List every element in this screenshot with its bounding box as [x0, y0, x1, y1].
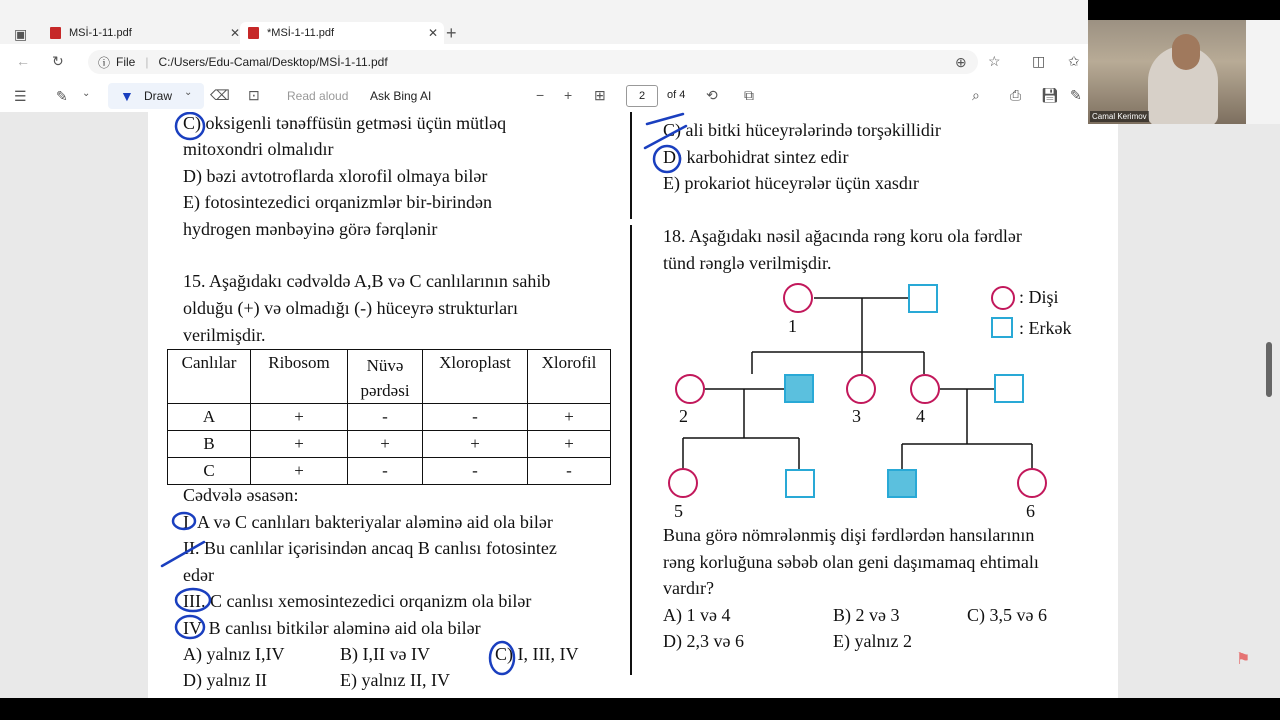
ink-circle: [173, 513, 195, 529]
question-text: 18. Aşağıdakı nəsil ağacında rəng koru ola fərdlər: [663, 226, 1022, 246]
answer-a: A) yalnız I,IV: [183, 644, 285, 664]
ink-circle: [176, 616, 204, 638]
table-cell: -: [348, 404, 423, 431]
acrobat-icon[interactable]: ⚑: [1236, 651, 1251, 668]
webcam-overlay: [1088, 20, 1246, 124]
tab-2[interactable]: [240, 22, 444, 44]
question-text: Buna görə nömrələnmiş dişi fərdlərdən hansılarının: [663, 525, 1035, 545]
ink-stroke: [645, 126, 686, 148]
highlight-icon[interactable]: ✎: [56, 88, 68, 104]
answer-c: C) 3,5 və 6: [967, 605, 1047, 625]
scrollbar[interactable]: [1264, 112, 1274, 698]
statement-text: edər: [183, 565, 214, 585]
zoom-out-icon[interactable]: −: [536, 87, 545, 103]
page-view-icon[interactable]: ⧉: [744, 87, 754, 103]
table-cell: +: [528, 431, 611, 458]
url-text: C:/Users/Edu-Camal/Desktop/MSİ-1-11.pdf: [158, 55, 388, 69]
option-text: C) ali bitki hüceyrələrində torşəkillidir: [663, 120, 941, 140]
question-text: verilmişdir.: [183, 325, 266, 345]
table-cell: C: [168, 458, 251, 485]
table-cell: -: [423, 458, 528, 485]
ink-stroke: [647, 114, 683, 124]
chevron-down-icon[interactable]: ⌄: [82, 88, 91, 99]
ask-bing-button[interactable]: Ask Bing AI: [370, 89, 432, 103]
search-icon[interactable]: ⌕: [972, 87, 980, 103]
answer-c: C) I, III, IV: [495, 644, 579, 664]
question-text: rəng korluğuna səbəb olan geni daşımamaq ehtimalı: [663, 552, 1039, 572]
person-head: [1172, 34, 1200, 70]
statement-text: I. A və C canlıları bakteriyalar aləminə aid ola bilər: [183, 512, 553, 532]
table-header: Canlılar: [168, 350, 251, 404]
pedigree-label-5: 5: [674, 501, 683, 521]
table-cell: +: [348, 431, 423, 458]
prompt-text: Cədvələ əsasən:: [183, 485, 299, 505]
table-cell: -: [348, 458, 423, 485]
rotate-icon[interactable]: ⟲: [706, 87, 718, 103]
pedigree-label-2: 2: [679, 406, 688, 426]
close-icon[interactable]: ✕: [427, 26, 438, 40]
option-text: mitoxondri olmalıdır: [183, 139, 334, 159]
tab-1[interactable]: [42, 22, 246, 44]
question-text: vardır?: [663, 578, 714, 598]
tab-actions-icon[interactable]: ▣: [14, 26, 28, 42]
legend-female: : Dişi: [1019, 287, 1059, 307]
table-header: Xloroplast: [423, 350, 528, 404]
statement-text: IV. B canlısı bitkilər aləminə aid ola bilər: [183, 618, 481, 638]
page-count: of 4: [667, 89, 686, 101]
draw-label: Draw: [144, 89, 173, 103]
table-cell: +: [251, 404, 348, 431]
address-bar-row: [0, 44, 1088, 81]
option-text: D) karbohidrat sintez edir: [663, 147, 849, 167]
table-header: Ribosom: [251, 350, 348, 404]
back-icon[interactable]: ←: [16, 53, 30, 69]
tab-title: MSİ-1-11.pdf: [69, 27, 132, 39]
table-cell: A: [168, 404, 251, 431]
answer-e: E) yalnız 2: [833, 631, 912, 651]
statement-text: II. Bu canlılar içərisindən ancaq B canlısı fotosintez: [183, 538, 557, 558]
zoom-icon[interactable]: ⊕: [955, 54, 967, 70]
table-cell: -: [423, 404, 528, 431]
save-as-icon[interactable]: ✎: [1070, 87, 1082, 103]
pdf-viewer[interactable]: [0, 112, 1280, 698]
ink-strike: [162, 542, 204, 566]
question-text: olduğu (+) və olmadığı (-) hüceyrə strukturları: [183, 298, 519, 318]
ink-circle: [176, 113, 204, 139]
option-text: C) oksigenli tənəffüsün getməsi üçün mütləq: [183, 113, 507, 133]
ink-circle: [176, 589, 210, 611]
question-text: 15. Aşağıdakı cədvəldə A,B və C canlılarının sahib: [183, 271, 551, 291]
eraser-icon[interactable]: ⌫: [210, 87, 230, 103]
contents-icon[interactable]: ☰: [14, 88, 27, 104]
chevron-down-icon: ⌄: [184, 87, 193, 98]
draw-pen-icon: ▼: [120, 88, 134, 104]
statement-text: III. C canlısı xemosintezedici orqanizm ola bilər: [183, 591, 532, 611]
read-aloud-button[interactable]: Read aloud: [287, 89, 349, 103]
webcam-name: Camal Kerimov: [1092, 112, 1147, 121]
ink-circle: [654, 146, 680, 172]
text-box-icon[interactable]: ⊡: [248, 87, 260, 103]
tab-title: *MSİ-1-11.pdf: [267, 27, 335, 39]
option-text: E) prokariot hüceyrələr üçün xasdır: [663, 173, 919, 193]
info-icon: ⓘ: [98, 55, 111, 70]
zoom-in-icon[interactable]: +: [564, 87, 573, 103]
ink-annotations: [148, 112, 1118, 698]
new-tab-icon[interactable]: +: [446, 23, 457, 43]
browser-side-area: [1246, 20, 1280, 124]
pdf-icon: [50, 27, 61, 39]
favorite-star-icon[interactable]: ☆: [988, 53, 1001, 69]
pedigree-label-6: 6: [1026, 501, 1035, 521]
pdf-icon: [248, 27, 259, 39]
legend-male: : Erkək: [1019, 318, 1072, 338]
pedigree-label-4: 4: [916, 406, 925, 426]
table-header: Nüvə pərdəsi: [348, 350, 423, 404]
answer-b: B) I,II və IV: [340, 644, 430, 664]
table-cell: +: [251, 431, 348, 458]
table-cell: B: [168, 431, 251, 458]
table-cell: -: [528, 458, 611, 485]
url-field[interactable]: ⓘ File | C:/Users/Edu-Camal/Desktop/MSİ-1-11.pdf: [88, 50, 978, 74]
answer-b: B) 2 və 3: [833, 605, 900, 625]
ink-circle: [490, 642, 514, 674]
pdf-page: [148, 112, 1118, 698]
answer-d: D) yalnız II: [183, 670, 267, 690]
table-header: Xlorofil: [528, 350, 611, 404]
page-number-input[interactable]: 2: [626, 85, 658, 107]
answer-d: D) 2,3 və 6: [663, 631, 744, 651]
question-text: tünd rənglə verilmişdir.: [663, 253, 832, 273]
option-text: hydrogen mənbəyinə görə fərqlənir: [183, 219, 438, 239]
favorites-icon[interactable]: ✩: [1068, 53, 1080, 69]
tab-bar: [0, 0, 1088, 44]
split-screen-icon[interactable]: ◫: [1032, 53, 1046, 69]
close-icon[interactable]: ✕: [229, 26, 240, 40]
option-text: E) fotosintezedici orqanizmlər bir-birindən: [183, 192, 493, 212]
pedigree-label-3: 3: [852, 406, 861, 426]
save-icon[interactable]: 💾︎: [1041, 87, 1059, 103]
table-cell: +: [251, 458, 348, 485]
table-cell: +: [423, 431, 528, 458]
answer-e: E) yalnız II, IV: [340, 670, 450, 690]
print-icon[interactable]: ⎙: [1010, 87, 1022, 103]
table-cell: +: [528, 404, 611, 431]
pedigree-label-1: 1: [788, 316, 797, 336]
refresh-icon[interactable]: ↻: [52, 53, 64, 69]
url-scheme: File: [116, 55, 136, 69]
fit-page-icon[interactable]: ⊞: [594, 87, 606, 103]
option-text: D) bəzi avtotroflarda xlorofil olmaya bilər: [183, 166, 488, 186]
draw-button[interactable]: [108, 83, 204, 109]
answer-a: A) 1 və 4: [663, 605, 731, 625]
scrollbar-thumb[interactable]: [1266, 342, 1272, 397]
bottom-black-strip: [0, 698, 1280, 720]
